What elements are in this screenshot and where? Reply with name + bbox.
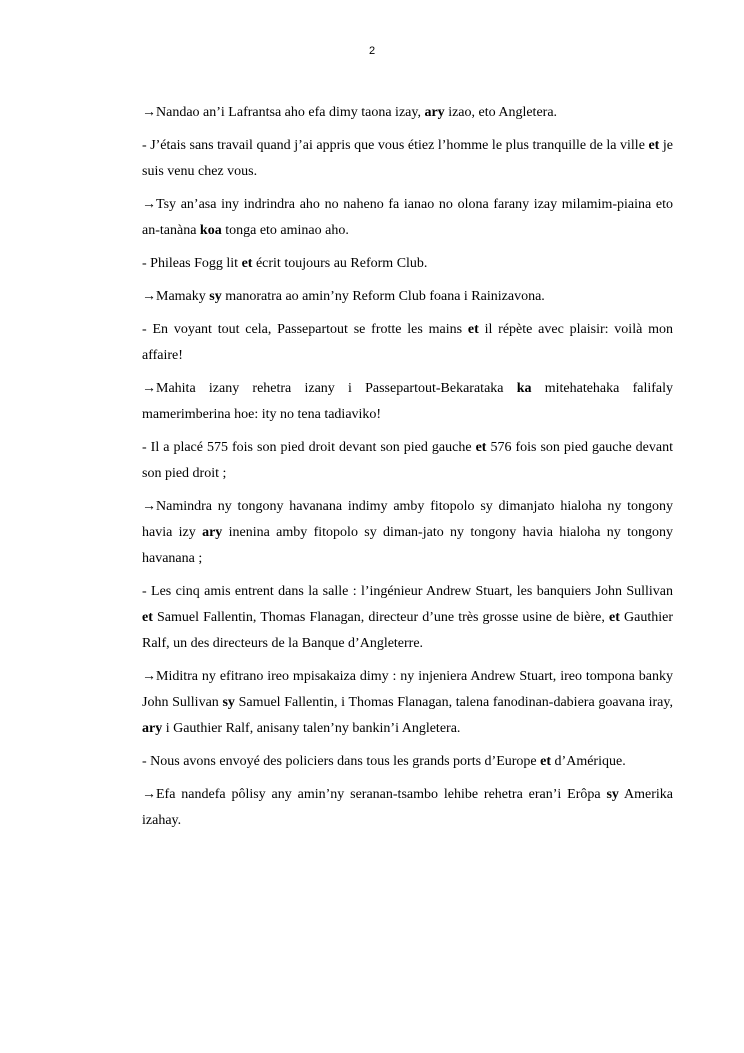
text-run: Gauthier Ralf, un des directeurs de la Banque d’Angleterre. bbox=[142, 610, 673, 651]
text-run: →Miditra ny efitrano ireo mpisakaiza dimy : ny injeniera Andrew Stuart, ireo tompona banky John Sullivan bbox=[142, 669, 673, 710]
conjunction-bold: et bbox=[540, 754, 552, 769]
text-run: écrit toujours au Reform Club. bbox=[252, 256, 428, 271]
conjunction-bold: ary bbox=[424, 105, 445, 120]
text-run: - En voyant tout cela, Passepartout se frotte les mains bbox=[142, 322, 468, 337]
paragraph bbox=[142, 494, 673, 572]
text-run: →Nandao an’i Lafrantsa aho efa dimy taona izay, bbox=[142, 105, 425, 120]
document-body bbox=[142, 100, 673, 841]
text-run: Samuel Fallentin, i Thomas Flanagan, talena fanodinan-dabiera goavana iray, bbox=[234, 695, 673, 710]
text-run: il répète avec plaisir: voilà mon affaire! bbox=[142, 322, 673, 363]
text-run: manoratra ao amin’ny Reform Club foana i Rainizavona. bbox=[221, 289, 545, 304]
text-run: - Phileas Fogg lit bbox=[142, 256, 242, 271]
paragraph bbox=[142, 435, 673, 487]
text-run: d’Amérique. bbox=[551, 754, 626, 769]
text-run: - Il a placé 575 fois son pied droit devant son pied gauche bbox=[142, 440, 476, 455]
conjunction-bold: et bbox=[467, 322, 479, 337]
paragraph bbox=[142, 579, 673, 657]
text-run: →Mamaky bbox=[142, 289, 210, 304]
paragraph bbox=[142, 284, 673, 310]
conjunction-bold: et bbox=[648, 138, 660, 153]
paragraph bbox=[142, 782, 673, 834]
page-number: 2 bbox=[368, 45, 376, 57]
paragraph bbox=[142, 133, 673, 185]
text-run: inenina amby fitopolo sy diman-jato ny tongony havia hialoha ny tongony havanana ; bbox=[142, 525, 674, 566]
paragraph bbox=[142, 251, 673, 277]
conjunction-bold: sy bbox=[209, 289, 222, 304]
conjunction-bold: sy bbox=[222, 695, 235, 710]
conjunction-bold: et bbox=[142, 610, 153, 625]
text-run: - J’étais sans travail quand j’ai appris que vous étiez l’homme le plus tranquille de la ville bbox=[142, 138, 649, 153]
text-run: 576 fois son pied gauche devant son pied droit ; bbox=[142, 440, 674, 481]
text-run: - Nous avons envoyé des policiers dans tous les grands ports d’Europe bbox=[142, 754, 541, 769]
paragraph bbox=[142, 749, 673, 775]
conjunction-bold: ary bbox=[142, 721, 163, 736]
text-run: mitehatehaka falifaly mamerimberina hoe: ity no tena tadiaviko! bbox=[142, 381, 673, 422]
conjunction-bold: sy bbox=[606, 787, 619, 802]
text-run: →Mahita izany rehetra izany i Passepartout-Bekarataka bbox=[142, 381, 517, 396]
paragraph bbox=[142, 192, 673, 244]
paragraph bbox=[142, 376, 673, 428]
paragraph bbox=[142, 664, 673, 742]
paragraph bbox=[142, 100, 673, 126]
conjunction-bold: ary bbox=[202, 525, 223, 540]
text-run: Samuel Fallentin, Thomas Flanagan, directeur d’une très grosse usine de bière, bbox=[152, 610, 610, 625]
conjunction-bold: et bbox=[241, 256, 253, 271]
text-run: tonga eto aminao aho. bbox=[221, 223, 349, 238]
text-run: →Efa nandefa pôlisy any amin’ny seranan-tsambo lehibe rehetra eran’i Erôpa bbox=[142, 787, 607, 802]
conjunction-bold: koa bbox=[199, 223, 222, 238]
text-run: Amerika izahay. bbox=[142, 787, 673, 828]
text-run: - Les cinq amis entrent dans la salle : l’ingénieur Andrew Stuart, les banquiers John Sullivan bbox=[142, 584, 673, 599]
text-run: i Gauthier Ralf, anisany talen’ny bankin’i Angletera. bbox=[162, 721, 461, 736]
conjunction-bold: et bbox=[609, 610, 620, 625]
text-run: izao, eto Angletera. bbox=[444, 105, 558, 120]
conjunction-bold: et bbox=[475, 440, 487, 455]
conjunction-bold: ka bbox=[516, 381, 532, 396]
paragraph bbox=[142, 317, 673, 369]
text-run: je suis venu chez vous. bbox=[142, 138, 673, 179]
text-run: →Tsy an’asa iny indrindra aho no naheno fa ianao no olona farany izay milamim-piaina eto an-tanàna bbox=[142, 197, 673, 238]
text-run: →Namindra ny tongony havanana indimy amby fitopolo sy dimanjato hialoha ny tongony havia izy bbox=[142, 499, 673, 540]
